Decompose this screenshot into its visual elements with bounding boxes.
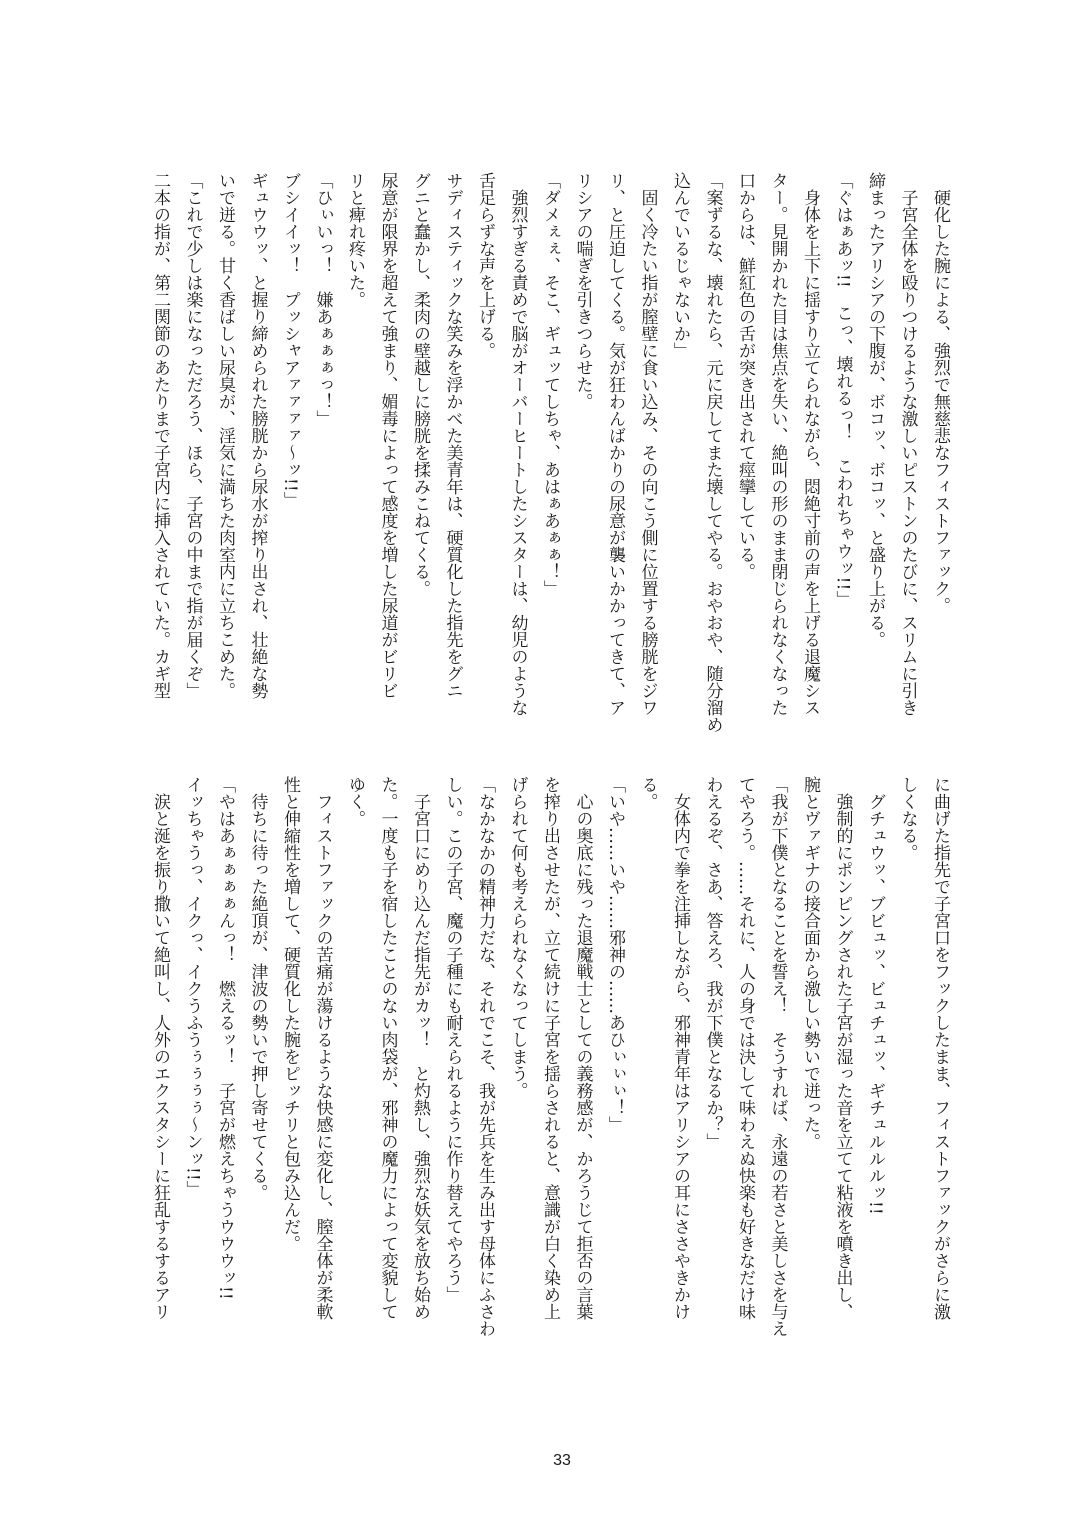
text-column: 強制的にポンピングされた子宮が湿った音を立てて粘液を噴き出し、	[832, 793, 853, 1320]
page-number: 33	[553, 1452, 571, 1469]
text-column: イッちゃうっ、イクっ、イクうふうぅぅぅぅ～ンッ!!」	[182, 776, 203, 1198]
text-column: しい。この子宮、魔の子種にも耐えられるように作り替えてやろう」	[442, 776, 463, 1303]
text-column: 「ひぃいっ！ 嫌あぁぁぁっ！」	[312, 172, 333, 427]
text-column: 込んでいるじゃないか」	[670, 172, 690, 359]
text-column: 身体を上下に揺すり立てられながら、悶絶寸前の声を上げる退魔シス	[800, 189, 820, 716]
text-column: 子宮口にめり込んだ指先がカッ！ と灼熱し、強烈な妖気を放ち始め	[410, 793, 430, 1320]
text-column: 「案ずるな、壊れたら、元に戻してまた壊してやる。おやおや、随分溜め	[702, 172, 723, 733]
text-column: 「いや……いや……邪神の……あひぃぃぃ！」	[605, 776, 625, 1133]
text-column: わえるぞ、さあ、答えろ、我が下僕となるか？」	[702, 776, 723, 1150]
text-column: ブシイイッ！ プッシャアァァァァ～ッ!!」	[280, 172, 300, 509]
text-column: リ、と圧迫してくる。気が狂わんばかりの尿意が襲いかかってきて、ア	[605, 172, 625, 716]
text-column: 性と伸縮性を増して、硬質化した腕をピッチリと包み込んだ。	[280, 776, 300, 1252]
text-column: 腕とヴァギナの接合面から激しい勢いで迸った。	[800, 776, 820, 1150]
text-column: ゆく。	[345, 776, 365, 827]
text-column: 子宮全体を殴りつけるような激しいピストンのたびに、スリムに引き	[897, 189, 918, 716]
text-column: た。一度も子を宿したことのない肉袋が、邪神の魔力によって変貌して	[377, 776, 398, 1320]
text-column: ター。見開かれた目は焦点を失い、絶叫の形のまま閉じられなくなった	[767, 172, 788, 716]
text-column: 固く冷たい指が膣壁に食い込み、その向こう側に位置する膀胱をジワ	[637, 189, 658, 716]
text-column: 「我が下僕となることを誓え！ そうすれば、永遠の若さと美しさを与え	[767, 776, 788, 1337]
text-column: 「なかなかの精神力だな、それでこそ、我が先兵を生み出す母体にふさわ	[475, 776, 495, 1337]
text-column: 待ちに待った絶頂が、津波の勢いで押し寄せてくる。	[247, 793, 268, 1201]
text-column: しくなる。	[897, 776, 918, 861]
text-column: る。	[637, 776, 658, 810]
text-column: 女体内で拳を注挿しながら、邪神青年はアリシアの耳にささやきかけ	[670, 793, 690, 1320]
text-column: 強烈すぎる責めで脳がオーバーヒートしたシスターは、幼児のような	[507, 189, 528, 716]
text-column: 「ぐはぁあッ!! こっ、壊れるっ！ こわれちゃウッ!!」	[832, 172, 853, 608]
text-column: 硬化した腕による、強烈で無慈悲なフィストファック。	[930, 189, 950, 614]
text-column: いで迸る。甘く香ばしい尿臭が、淫気に満ちた肉室内に立ちこめた。	[215, 172, 235, 699]
text-column: グチュウッ、ブビュッ、ビュチュッ、ギチュルルルッ!!	[865, 793, 885, 1215]
text-column: 口からは、鮮紅色の舌が突き出されて痙攣している。	[735, 172, 755, 580]
text-column: リシアの喘ぎを引きつらせた。	[572, 172, 593, 410]
text-column: 「これで少しは楽になっただろう、ほら、子宮の中まで指が届くぞ」	[182, 172, 203, 699]
text-column: てやろう。……それに、人の身では決して味わえぬ快楽も好きなだけ味	[735, 776, 755, 1320]
text-column: げられて何も考えられなくなってしまう。	[507, 776, 528, 1099]
text-column: グニと蠢かし、柔肉の壁越しに膀胱を揉みこねてくる。	[410, 172, 430, 597]
text-column: リと痺れ疼いた。	[345, 172, 365, 308]
text-column: 涙と涎を振り撒いて絶叫し、人外のエクスタシーに狂乱するするアリ	[150, 793, 170, 1320]
text-column: フィストファックの苦痛が蕩けるような快感に変化し、膣全体が柔軟	[312, 793, 333, 1320]
text-column: ギュウウッ、と握り締められた膀胱から尿水が搾り出され、壮絶な勢	[247, 172, 268, 699]
text-column: 心の奥底に残った退魔戦士としての義務感が、かろうじて拒否の言葉	[572, 793, 593, 1320]
text-block-upper	[144, 172, 957, 752]
text-column: 締まったアリシアの下腹が、ボコッ、ボコッ、と盛り上がる。	[865, 172, 885, 648]
text-column: 二本の指が、第二関節のあたりまで子宮内に挿入されていた。カギ型	[150, 172, 170, 699]
text-column: に曲げた指先で子宮口をフックしたまま、フィストファックがさらに激	[930, 776, 950, 1320]
text-column: 舌足らずな声を上げる。	[475, 172, 495, 359]
text-column: を搾り出させたが、立て続けに子宮を揺らされると、意識が白く染め上	[540, 776, 560, 1320]
text-column: 尿意が限界を超えて強まり、媚毒によって感度を増した尿道がビリビ	[377, 172, 398, 699]
text-column: サディスティックな笑みを浮かべた美青年は、硬質化した指先をグニ	[442, 172, 463, 699]
text-column: 「ダメぇぇ、そこ、ギュッてしちゃ、あはぁあぁぁ！」	[540, 172, 560, 597]
text-block-lower	[144, 776, 957, 1356]
text-column: 「やはあぁぁぁぁんっ！ 燃えるッ！ 子宮が燃えちゃうウウウッ!!	[215, 776, 235, 1300]
